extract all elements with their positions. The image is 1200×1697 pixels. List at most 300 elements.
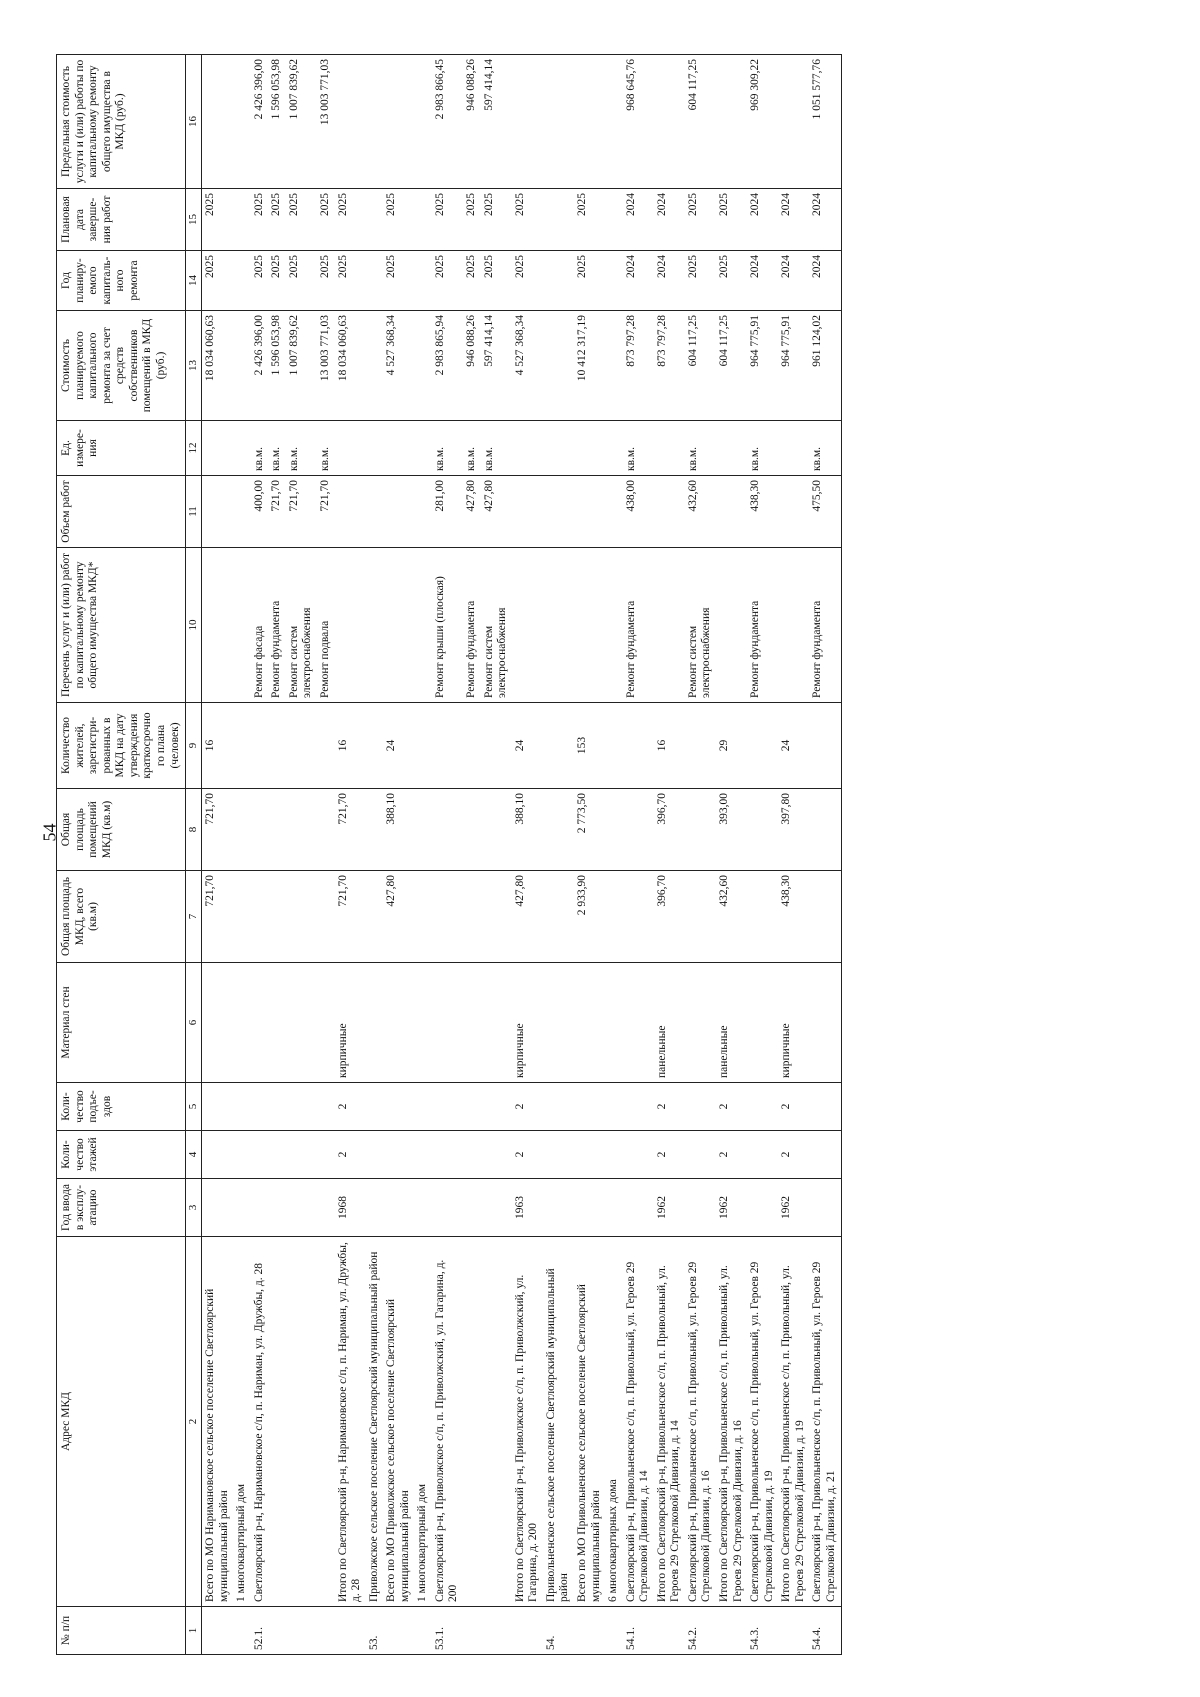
table-cell: 2 983 866,45: [432, 55, 463, 189]
column-number: 10: [186, 548, 202, 703]
table-cell: 2025: [463, 251, 481, 311]
table-cell: 4 527 368,34: [512, 311, 543, 421]
table-cell: 53.1.: [432, 1607, 463, 1655]
table-cell: [366, 251, 384, 311]
table-cell: 2024: [623, 251, 654, 311]
table-cell: 281,00: [432, 476, 463, 548]
column-number: 9: [186, 703, 202, 789]
table-cell: 2025: [383, 251, 414, 311]
table-cell: [317, 871, 335, 963]
table-cell: 2 983 865,94: [432, 311, 463, 421]
table-cell: 427,80: [481, 476, 512, 548]
table-cell: [623, 789, 654, 871]
table-cell: [366, 871, 384, 963]
table-cell: [432, 963, 463, 1083]
table-cell: [286, 1179, 317, 1237]
column-number: 1: [186, 1607, 202, 1655]
table-cell: 54.4.: [809, 1607, 841, 1655]
table-cell: [414, 311, 432, 421]
table-cell: кв.м.: [463, 421, 481, 476]
table-cell: [685, 871, 716, 963]
table-cell: [317, 789, 335, 871]
table-row: [543, 55, 574, 1655]
table-cell: 721,70: [335, 789, 366, 871]
table-cell: [716, 55, 747, 189]
table-cell: [414, 1607, 432, 1655]
table-cell: [366, 476, 384, 548]
table-cell: 2024: [654, 251, 685, 311]
table-cell: [463, 703, 481, 789]
column-header: Количество жителей, зарегистри-рованных в МКД на дату утверждения краткосрочно го плана (человек): [57, 703, 186, 789]
column-header: Год планиру-емого капиталь-ного ремонта: [57, 251, 186, 311]
table-cell: [268, 871, 286, 963]
column-header: Коли-чество этажей: [57, 1131, 186, 1179]
table-cell: [543, 251, 574, 311]
table-cell: [233, 251, 251, 311]
table-cell: [317, 1179, 335, 1237]
table-cell: кв.м.: [268, 421, 286, 476]
table-cell: кв.м.: [251, 421, 269, 476]
table-cell: 1963: [512, 1179, 543, 1237]
table-cell: 2024: [809, 189, 841, 251]
table-cell: [605, 1131, 623, 1179]
column-header: № п/п: [57, 1607, 186, 1655]
table-cell: [286, 963, 317, 1083]
table-cell: 2025: [716, 251, 747, 311]
table-cell: [747, 871, 778, 963]
table-cell: 54.3.: [747, 1607, 778, 1655]
table-cell: 2025: [268, 189, 286, 251]
table-cell: [366, 703, 384, 789]
table-cell: [366, 55, 384, 189]
table-cell: [543, 476, 574, 548]
table-cell: кирпичные: [335, 963, 366, 1083]
table-cell: кирпичные: [512, 963, 543, 1083]
table-cell: [202, 55, 234, 189]
table-cell: [366, 789, 384, 871]
table-row: [778, 55, 809, 1655]
table-cell: [233, 871, 251, 963]
column-number: 3: [186, 1179, 202, 1237]
table-cell: [268, 1237, 286, 1607]
table-cell: [716, 421, 747, 476]
table-cell: [778, 476, 809, 548]
table-cell: 6 многоквартирных дома: [605, 1237, 623, 1607]
column-header: Объем работ: [57, 476, 186, 548]
table-cell: 2025: [481, 251, 512, 311]
column-number: 2: [186, 1237, 202, 1607]
table-cell: 1 596 053,98: [268, 55, 286, 189]
table-row: [366, 55, 384, 1655]
table-cell: Итого по Светлоярский р-н, Привольненское с/п, п. Привольный, ул. Героев 29 Стрелковой Дивизии, д. 16: [716, 1237, 747, 1607]
table-cell: Привольненское сельское поселение Светлоярский муниципальный район: [543, 1237, 574, 1607]
table-cell: 396,70: [654, 789, 685, 871]
table-cell: 2: [716, 1131, 747, 1179]
table-cell: 24: [512, 703, 543, 789]
table-cell: 2 933,90: [574, 871, 605, 963]
table-row: [286, 55, 317, 1655]
table-cell: [335, 548, 366, 703]
table-cell: [463, 1179, 481, 1237]
table-row: [809, 55, 841, 1655]
table-cell: кв.м.: [432, 421, 463, 476]
table-cell: 18 034 060,63: [335, 311, 366, 421]
table-cell: 2025: [251, 189, 269, 251]
table-cell: [574, 421, 605, 476]
table-cell: Всего по МО Наримановское сельское поселение Светлоярский муниципальный район: [202, 1237, 234, 1607]
table-cell: Ремонт систем электроснабжения: [481, 548, 512, 703]
table-cell: Итого по Светлоярский р-н, Привольненское с/п, п. Привольный, ул. Героев 29 Стрелковой Дивизии, д. 19: [778, 1237, 809, 1607]
table-cell: 2024: [778, 251, 809, 311]
table-cell: Ремонт систем электроснабжения: [286, 548, 317, 703]
table-cell: 13 003 771,03: [317, 311, 335, 421]
column-header: Предельная стоимость услуги и (или) работы по капитальному ремонту общего имущества в МКД (руб.): [57, 55, 186, 189]
column-number: 12: [186, 421, 202, 476]
table-cell: [414, 1083, 432, 1131]
table-cell: Итого по Светлоярский р-н, Приволжское с/п, п. Приволжский, ул. Гагарина, д. 200: [512, 1237, 543, 1607]
table-cell: 2025: [251, 251, 269, 311]
table-cell: 393,00: [716, 789, 747, 871]
table-cell: [202, 963, 234, 1083]
table-cell: 54.2.: [685, 1607, 716, 1655]
table-cell: [543, 963, 574, 1083]
table-cell: 2: [654, 1083, 685, 1131]
table-cell: Ремонт систем электроснабжения: [685, 548, 716, 703]
table-cell: Светлоярский р-н, Привольненское с/п, п. Привольный, ул. Героев 29 Стрелковой Дивизии, д. 16: [685, 1237, 716, 1607]
table-cell: [251, 871, 269, 963]
table-row: [654, 55, 685, 1655]
column-header: Общая площадь МКД, всего (кв.м): [57, 871, 186, 963]
table-cell: 54.: [543, 1607, 574, 1655]
table-cell: [383, 1131, 414, 1179]
table-cell: [286, 1083, 317, 1131]
table-cell: 721,70: [317, 476, 335, 548]
table-cell: 2025: [716, 189, 747, 251]
table-cell: Светлоярский р-н, Привольненское с/п, п. Привольный, ул. Героев 29 Стрелковой Дивизии, д. 14: [623, 1237, 654, 1607]
table-row: [463, 55, 481, 1655]
table-cell: 16: [202, 703, 234, 789]
table-cell: [463, 1237, 481, 1607]
table-cell: 438,30: [747, 476, 778, 548]
table-cell: [233, 548, 251, 703]
table-row: [317, 55, 335, 1655]
table-cell: [463, 871, 481, 963]
table-cell: 2025: [317, 251, 335, 311]
table-cell: [233, 963, 251, 1083]
table-cell: [414, 55, 432, 189]
table-cell: [685, 1131, 716, 1179]
table-cell: 16: [654, 703, 685, 789]
table-row: [335, 55, 366, 1655]
table-cell: 2025: [335, 251, 366, 311]
table-cell: [383, 421, 414, 476]
table-cell: [414, 476, 432, 548]
table-cell: [512, 55, 543, 189]
table-cell: [432, 789, 463, 871]
table-cell: 2025: [463, 189, 481, 251]
table-cell: Ремонт фундамента: [463, 548, 481, 703]
table-row: [202, 55, 234, 1655]
table-cell: 946 088,26: [463, 55, 481, 189]
table-cell: Всего по МО Приволжское сельское поселение Светлоярский муниципальный район: [383, 1237, 414, 1607]
column-header: Коли-чество подъе-здов: [57, 1083, 186, 1131]
table-cell: 2: [512, 1131, 543, 1179]
table-cell: [366, 1131, 384, 1179]
table-cell: 54.1.: [623, 1607, 654, 1655]
table-cell: 2: [778, 1131, 809, 1179]
table-cell: [317, 963, 335, 1083]
table-cell: [202, 421, 234, 476]
table-cell: [202, 1179, 234, 1237]
table-cell: [414, 963, 432, 1083]
table-cell: 4 527 368,34: [383, 311, 414, 421]
table-cell: [809, 1083, 841, 1131]
table-cell: 2025: [383, 189, 414, 251]
table-cell: 1968: [335, 1179, 366, 1237]
table-cell: [512, 421, 543, 476]
table-cell: [383, 476, 414, 548]
table-cell: [233, 189, 251, 251]
table-cell: Светлоярский р-н, Привольненское с/п, п. Привольный, ул. Героев 29 Стрелковой Дивизии, д. 19: [747, 1237, 778, 1607]
table-cell: [286, 1237, 317, 1607]
table-cell: 873 797,28: [654, 311, 685, 421]
table-cell: 1 007 839,62: [286, 311, 317, 421]
table-cell: 427,80: [512, 871, 543, 963]
table-cell: 2: [335, 1131, 366, 1179]
table-cell: [778, 1607, 809, 1655]
table-cell: 597 414,14: [481, 311, 512, 421]
table-cell: [605, 963, 623, 1083]
table-cell: 1 многоквартирный дом: [233, 1237, 251, 1607]
table-cell: 475,50: [809, 476, 841, 548]
table-cell: 946 088,26: [463, 311, 481, 421]
table-cell: [481, 1083, 512, 1131]
table-cell: [335, 55, 366, 189]
table-cell: 2: [778, 1083, 809, 1131]
table-cell: [251, 963, 269, 1083]
table-cell: [335, 421, 366, 476]
table-cell: [543, 1179, 574, 1237]
table-cell: [685, 1083, 716, 1131]
table-cell: [366, 1179, 384, 1237]
table-cell: [543, 703, 574, 789]
table-cell: [605, 1179, 623, 1237]
table-cell: [286, 789, 317, 871]
table-cell: Ремонт подвала: [317, 548, 335, 703]
table-cell: [251, 703, 269, 789]
table-cell: кв.м.: [809, 421, 841, 476]
table-cell: 604 117,25: [685, 55, 716, 189]
table-cell: [654, 476, 685, 548]
table-cell: 1962: [778, 1179, 809, 1237]
table-cell: [414, 1131, 432, 1179]
table-cell: 400,00: [251, 476, 269, 548]
table-cell: [654, 55, 685, 189]
table-cell: [716, 1607, 747, 1655]
table-cell: [414, 548, 432, 703]
table-cell: [251, 1131, 269, 1179]
table-cell: 13 003 771,03: [317, 55, 335, 189]
table-cell: [233, 703, 251, 789]
table-cell: 2025: [432, 251, 463, 311]
table-cell: [317, 1607, 335, 1655]
column-number: 4: [186, 1131, 202, 1179]
table-cell: [317, 1083, 335, 1131]
table-cell: 432,60: [716, 871, 747, 963]
table-cell: [432, 1131, 463, 1179]
table-cell: Приволжское сельское поселение Светлоярский муниципальный район: [366, 1237, 384, 1607]
table-row: [481, 55, 512, 1655]
table-cell: 2: [512, 1083, 543, 1131]
column-number: 5: [186, 1083, 202, 1131]
table-cell: [432, 703, 463, 789]
table-cell: [432, 1179, 463, 1237]
table-cell: кв.м.: [481, 421, 512, 476]
table-cell: [383, 963, 414, 1083]
table-cell: [383, 548, 414, 703]
table-cell: [463, 1083, 481, 1131]
table-cell: [481, 1607, 512, 1655]
table-cell: панельные: [716, 963, 747, 1083]
table-cell: 2025: [432, 189, 463, 251]
column-header: Плановая дата заверше-ния работ: [57, 189, 186, 251]
table-cell: [654, 1607, 685, 1655]
table-cell: [605, 251, 623, 311]
table-cell: [233, 476, 251, 548]
table-cell: [809, 703, 841, 789]
table-cell: 969 309,22: [747, 55, 778, 189]
table-cell: 2024: [747, 251, 778, 311]
table-cell: [481, 871, 512, 963]
table-cell: [233, 1179, 251, 1237]
table-cell: [623, 871, 654, 963]
table-cell: 964 775,91: [747, 311, 778, 421]
table-cell: [605, 871, 623, 963]
table-cell: 721,70: [286, 476, 317, 548]
table-cell: [366, 421, 384, 476]
table-cell: [654, 421, 685, 476]
table-cell: 2024: [809, 251, 841, 311]
table-cell: [747, 789, 778, 871]
table-cell: кв.м.: [685, 421, 716, 476]
column-number: 13: [186, 311, 202, 421]
table-row: [268, 55, 286, 1655]
table-cell: 24: [778, 703, 809, 789]
table-cell: 721,70: [268, 476, 286, 548]
table-cell: [543, 1083, 574, 1131]
column-number: 6: [186, 963, 202, 1083]
column-number: 14: [186, 251, 202, 311]
table-cell: [463, 963, 481, 1083]
table-cell: [233, 1607, 251, 1655]
table-cell: 2025: [286, 189, 317, 251]
table-cell: Ремонт фундамента: [747, 548, 778, 703]
table-cell: Ремонт фасада: [251, 548, 269, 703]
table-body: [202, 55, 842, 1655]
table-cell: 2025: [685, 189, 716, 251]
table-cell: [747, 963, 778, 1083]
table-row: [383, 55, 414, 1655]
table-cell: 2025: [512, 251, 543, 311]
table-cell: [233, 1083, 251, 1131]
table-cell: 2025: [335, 189, 366, 251]
table-cell: 2024: [654, 189, 685, 251]
table-cell: [747, 1083, 778, 1131]
table-cell: 597 414,14: [481, 55, 512, 189]
table-cell: [233, 421, 251, 476]
table-cell: [623, 703, 654, 789]
table-cell: Светлоярский р-н, Привольненское с/п, п. Привольный, ул. Героев 29 Стрелковой Дивизии, д. 21: [809, 1237, 841, 1607]
table-cell: 2 426 396,00: [251, 311, 269, 421]
page-number: 54: [39, 823, 60, 842]
column-number: 15: [186, 189, 202, 251]
table-cell: [317, 1237, 335, 1607]
table-cell: 2024: [747, 189, 778, 251]
table-cell: [268, 963, 286, 1083]
table-row: [685, 55, 716, 1655]
table-cell: 52.1.: [251, 1607, 269, 1655]
table-cell: 2 426 396,00: [251, 55, 269, 189]
table-cell: [809, 871, 841, 963]
table-cell: [778, 421, 809, 476]
table-cell: 721,70: [202, 871, 234, 963]
table-cell: 2 773,50: [574, 789, 605, 871]
table-cell: [605, 548, 623, 703]
table-cell: [202, 1083, 234, 1131]
table-cell: [414, 251, 432, 311]
table-cell: [286, 871, 317, 963]
table-cell: [432, 1083, 463, 1131]
table-cell: [383, 1179, 414, 1237]
table-cell: [512, 1607, 543, 1655]
table-row: [574, 55, 605, 1655]
table-cell: [366, 548, 384, 703]
table-cell: [605, 189, 623, 251]
column-header: Адрес МКД: [57, 1237, 186, 1607]
table-cell: [414, 703, 432, 789]
table-cell: 427,80: [463, 476, 481, 548]
table-cell: [605, 1607, 623, 1655]
column-number: 16: [186, 55, 202, 189]
table-cell: [335, 1607, 366, 1655]
table-cell: [463, 1607, 481, 1655]
table-cell: Светлоярский р-н, Наримановское с/п, п. Нариман, ул. Дружбы, д. 28: [251, 1237, 269, 1607]
table-cell: [463, 1131, 481, 1179]
table-cell: 1 051 577,76: [809, 55, 841, 189]
table-cell: [543, 189, 574, 251]
table-cell: [685, 963, 716, 1083]
table-cell: [251, 789, 269, 871]
column-header: Год ввода в эксплу-атацию: [57, 1179, 186, 1237]
table-cell: [286, 703, 317, 789]
table-cell: [317, 1131, 335, 1179]
table-cell: [251, 1179, 269, 1237]
table-cell: 2: [335, 1083, 366, 1131]
table-cell: [716, 548, 747, 703]
table-cell: [233, 311, 251, 421]
table-cell: [543, 311, 574, 421]
table-cell: [383, 1607, 414, 1655]
table-cell: [286, 1607, 317, 1655]
table-cell: кирпичные: [778, 963, 809, 1083]
table-cell: [543, 55, 574, 189]
table-cell: Светлоярский р-н, Приволжское с/п, п. Приволжский, ул. Гагарина, д. 200: [432, 1237, 463, 1607]
table-cell: 53.: [366, 1607, 384, 1655]
table-cell: [481, 1237, 512, 1607]
table-cell: 2: [716, 1083, 747, 1131]
table-cell: [574, 1131, 605, 1179]
table-row: [432, 55, 463, 1655]
